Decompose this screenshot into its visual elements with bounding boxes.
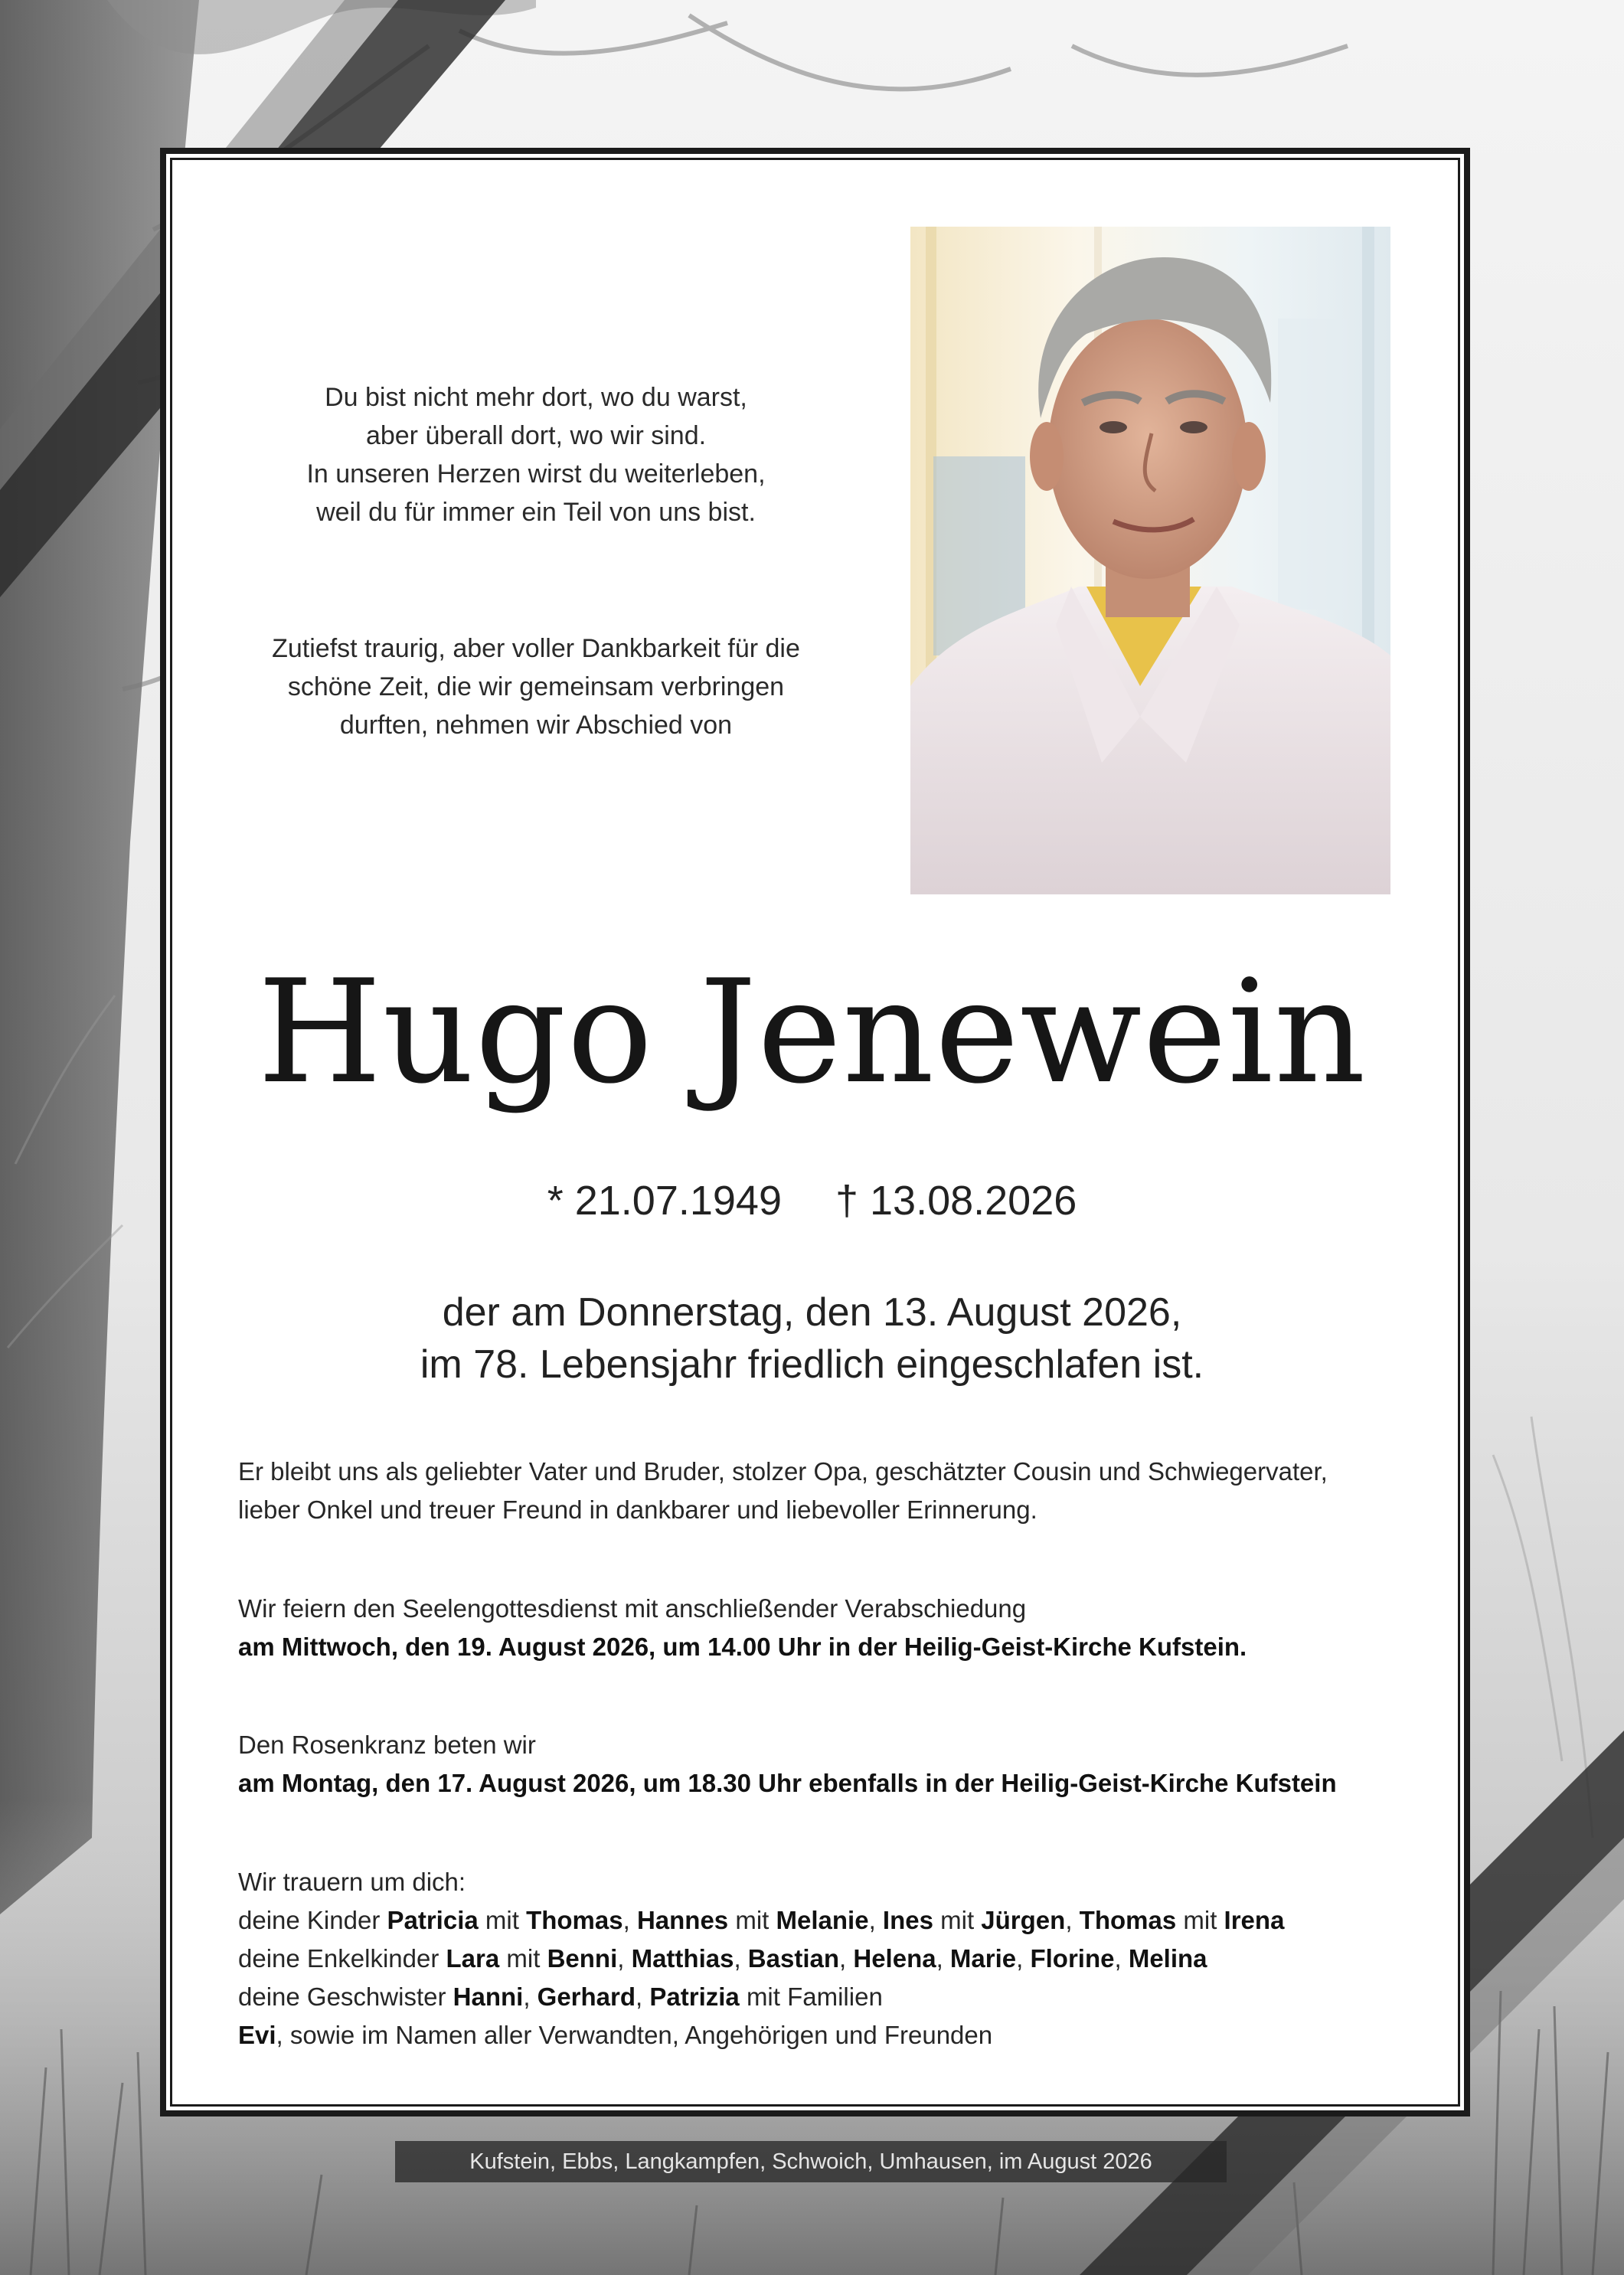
mass-detail: am Mittwoch, den 19. August 2026, um 14.00 Uhr in der Heilig-Geist-Kirche Kufstein.	[238, 1633, 1247, 1661]
life-dates	[176, 1170, 1448, 1231]
mass-announcement	[238, 1590, 1402, 1666]
mourner-name: Melanie	[776, 1906, 869, 1934]
mourner-name: Ines	[882, 1906, 933, 1934]
mourner-name: Patricia	[387, 1906, 479, 1934]
poem-line: aber überall dort, wo wir sind.	[365, 421, 707, 450]
children-line: deine Kinder Patricia mit Thomas, Hannes mit Melanie, Ines mit Jürgen, Thomas mit Irena	[238, 1906, 1285, 1934]
death-date: † 13.08.2026	[835, 1178, 1077, 1224]
mourners-heading: Wir trauern um dich:	[238, 1868, 466, 1896]
mourner-name: Hanni	[453, 1982, 524, 2011]
mourner-name: Patrizia	[649, 1982, 740, 2011]
rosary-announcement	[238, 1726, 1402, 1803]
poem	[230, 378, 842, 531]
rosary-intro: Den Rosenkranz beten wir	[238, 1731, 536, 1759]
poem-line: In unseren Herzen wirst du weiterleben,	[306, 459, 766, 489]
remembrance-paragraph	[238, 1453, 1402, 1529]
passing-statement	[176, 1286, 1448, 1391]
mourner-name: Marie	[949, 1944, 1017, 1973]
deceased-name: Hugo Jenewein	[257, 949, 1367, 1115]
mourner-name: Lara	[446, 1944, 500, 1973]
mourners-list	[238, 1863, 1402, 2054]
mourner-name: Melina	[1128, 1944, 1207, 1973]
poem-line: Du bist nicht mehr dort, wo du warst,	[325, 383, 747, 412]
remembrance-line: lieber Onkel und treuer Freund in dankbarer und liebevoller Erinnerung.	[238, 1495, 1037, 1524]
birth-date: * 21.07.1949	[547, 1178, 782, 1224]
remembrance-line: Er bleibt uns als geliebter Vater und Bruder, stolzer Opa, geschätzter Cousin und Schwiegervater,	[238, 1457, 1328, 1486]
mourner-name: Irena	[1224, 1906, 1285, 1934]
mass-intro: Wir feiern den Seelengottesdienst mit anschließender Verabschiedung	[238, 1594, 1027, 1623]
mourner-name: Matthias	[631, 1944, 734, 1973]
rosary-detail: am Montag, den 17. August 2026, um 18.30 Uhr ebenfalls in der Heilig-Geist-Kirche Kufstein	[238, 1769, 1337, 1797]
passing-line: der am Donnerstag, den 13. August 2026,	[442, 1290, 1182, 1335]
mourner-name: Thomas	[526, 1906, 623, 1934]
siblings-line: deine Geschwister Hanni, Gerhard, Patrizia mit Familien	[238, 1982, 883, 2011]
passing-line: im 78. Lebensjahr friedlich eingeschlafen ist.	[420, 1342, 1204, 1387]
mourner-name: Jürgen	[981, 1906, 1066, 1934]
mourner-name: Helena	[853, 1944, 936, 1973]
intro-line: schöne Zeit, die wir gemeinsam verbringen	[287, 672, 785, 701]
poem-line: weil du für immer ein Teil von uns bist.	[316, 498, 756, 527]
intro-line: Zutiefst traurig, aber voller Dankbarkeit für die	[272, 634, 800, 663]
mourner-name: Florine	[1030, 1944, 1115, 1973]
mourner-name: Evi	[238, 2021, 276, 2049]
mourner-name: Benni	[547, 1944, 618, 1973]
mourner-name: Bastian	[747, 1944, 840, 1973]
mourner-name: Thomas	[1079, 1906, 1177, 1934]
footer-places: Kufstein, Ebbs, Langkampfen, Schwoich, Umhausen, im August 2026	[469, 2149, 1152, 2174]
mourner-name: Hannes	[636, 1906, 729, 1934]
farewell-intro	[230, 629, 842, 744]
closing-line: Evi, sowie im Namen aller Verwandten, Angehörigen und Freunden	[238, 2021, 993, 2049]
mourner-name: Gerhard	[537, 1982, 636, 2011]
intro-line: durften, nehmen wir Abschied von	[339, 711, 733, 740]
grandchildren-line: deine Enkelkinder Lara mit Benni, Matthias, Bastian, Helena, Marie, Florine, Melina	[238, 1944, 1207, 1973]
portrait-photo	[910, 227, 1390, 894]
